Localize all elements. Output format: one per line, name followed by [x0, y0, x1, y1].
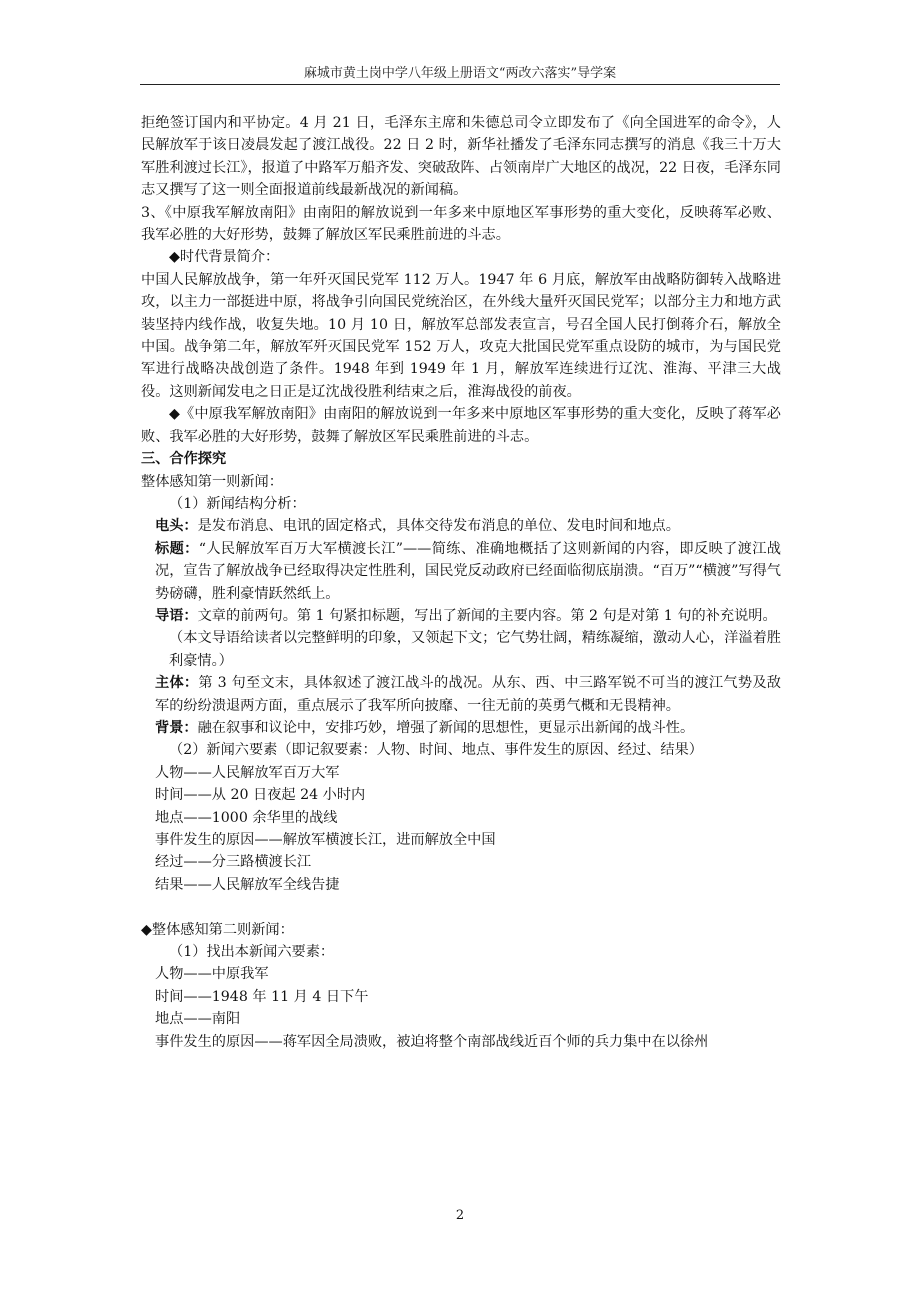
title-item: 标题：“人民解放军百万大军横渡长江”——简练、准确地概括了这则新闻的内容，即反映了渡江战况，宣告了解放战争已经取得决定性胜利，国民党反动政府已经面临彻底崩溃。“百万”“横渡”写得气势磅礴，胜利豪情跃然纸上。: [155, 540, 781, 602]
page-header: 麻城市黄土岗中学八年级上册语文“两改六落实”导学案: [303, 66, 617, 81]
six-element-item: 事件发生的原因——解放军横渡长江，进而解放全中国: [155, 832, 496, 848]
six-element-item: 人物——人民解放军百万大军: [155, 764, 340, 781]
dateline-item: 电头：是发布消息、电讯的固定格式，具体交待发布消息的单位、发电时间和地点。: [155, 518, 680, 535]
background-item: 背景：融在叙事和议论中，安排巧妙，增强了新闻的思想性，更显示出新闻的战斗性。: [155, 719, 695, 736]
blank-line: [141, 896, 781, 918]
section-heading: 三、合作探究: [141, 451, 227, 468]
six-element-item: 时间——从 20 日夜起 24 小时内: [155, 787, 366, 804]
six-element-item: 经过——分三路横渡长江: [155, 854, 312, 871]
lead-item: 导语：文章的前两句。第 1 句紧扣标题，写出了新闻的主要内容。第 2 句是对第 1 句的补充说明。: [155, 607, 777, 624]
six-element-item: 结果——人民解放军全线告捷: [155, 876, 340, 893]
diamond-bullet-icon: ◆: [141, 921, 152, 938]
paragraph-1: 拒绝签订国内和平协定。4 月 21 日，毛泽东主席和朱德总司令立即发布了《向全国进军的命令》，人民解放军于该日凌晨发起了渡江战役。22 日 2 时，新华社播发了毛泽东同志撰写的消息《我三十万大军胜利渡过长江》，报道了中路军万船齐发、突破敌阵、占领南岸广大地区的战况，22 日夜，毛泽东同志又撰写了这一则全面报道前线最新战况的新闻稿。: [141, 115, 781, 199]
structure-heading: （1）新闻结构分析：: [169, 495, 306, 512]
diamond-bullet-icon: ◆: [169, 406, 180, 423]
document-body: [141, 112, 781, 1053]
paragraph-background: 中国人民解放战争，第一年歼灭国民党军 112 万人。1947 年 6 月底，解放军由战略防御转入战略进攻，以主力一部挺进中原，将战争引向国民党统治区，在外线大量歼灭国民党军；以部分主力和地方武装坚持内线作战，收复失地。10 月 10 日，解放军总部发表宣言，号召全国人民打倒蒋介石，解放全中国。战争第二年，解放军歼灭国民党军 152 万人，攻克大批国民党军重点设防的城市，为与国民党军进行战略决战创造了条件。1948 年到 1949 年 1 月，解放军连续进行辽沈、淮海、平津三大战役。这则新闻发电之日正是辽沈战役胜利结束之后，淮海战役的前夜。: [141, 271, 781, 400]
six-element-item: 事件发生的原因——蒋军因全局溃败，被迫将整个南部战线近百个师的兵力集中在以徐州: [155, 1033, 709, 1050]
header-divider: [140, 84, 780, 85]
body-item: 主体：第 3 句至文末，具体叙述了渡江战斗的战况。从东、西、中三路军锐不可当的渡江气势及敌军的纷纷溃退两方面，重点展示了我军所向披靡、一往无前的英勇气概和无畏精神。: [155, 675, 781, 714]
paragraph-2: 3、《中原我军解放南阳》由南阳的解放说到一年多来中原地区军事形势的重大变化，反映蒋军必败、我军必胜的大好形势，鼓舞了解放区军民乘胜前进的斗志。: [141, 204, 781, 244]
page-number: 2: [455, 1208, 465, 1223]
diamond-bullet-icon: ◆: [169, 249, 180, 266]
background-heading: ◆时代背景简介：: [141, 246, 781, 268]
find-elements-heading: （1）找出本新闻六要素：: [169, 944, 335, 961]
news1-title: 整体感知第一则新闻：: [141, 473, 283, 490]
six-element-item: 地点——南阳: [155, 1011, 241, 1028]
news2-title: ◆整体感知第二则新闻：: [141, 919, 781, 941]
lead-note: （本文导语给读者以完整鲜明的印象，又领起下文；它气势壮阔，精练凝缩，激动人心，洋溢着胜利豪情。）: [169, 630, 781, 669]
six-element-item: 地点——1000 余华里的战线: [155, 809, 338, 826]
six-element-item: 人物——中原我军: [155, 966, 269, 983]
paragraph-summary: ◆《中原我军解放南阳》由南阳的解放说到一年多来中原地区军事形势的重大变化，反映了蒋军必败、我军必胜的大好形势，鼓舞了解放区军民乘胜前进的斗志。: [141, 403, 781, 448]
six-element-item: 时间——1948 年 11 月 4 日下午: [155, 988, 369, 1005]
six-elements-heading: （2）新闻六要素（即记叙要素：人物、时间、地点、事件发生的原因、经过、结果）: [169, 742, 703, 759]
